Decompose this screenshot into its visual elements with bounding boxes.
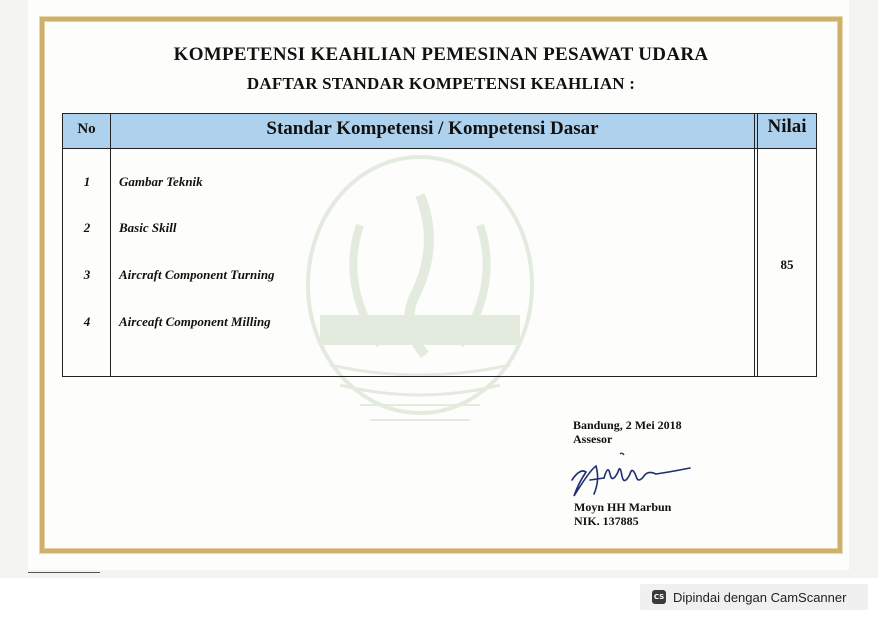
camscanner-badge [640, 584, 868, 610]
header-score: Nilai [767, 116, 807, 137]
competency-name: Airceaft Component Milling [119, 314, 271, 329]
place-date: Bandung, 2 Mei 2018 [573, 418, 682, 432]
document-title: KOMPETENSI KEAHLIAN PEMESINAN PESAWAT UDARA [173, 44, 709, 65]
competency-name: Aircraft Component Turning [119, 267, 275, 282]
table-row [63, 267, 754, 287]
table-header [63, 114, 816, 149]
competency-name: Basic Skill [119, 220, 177, 235]
table-row [63, 314, 754, 334]
column-divider [754, 114, 755, 376]
camscanner-text: Dipindai dengan CamScanner [673, 589, 847, 605]
column-divider [110, 114, 111, 376]
signer-name: Moyn HH Marbun [574, 500, 672, 514]
header-no: No [77, 121, 96, 137]
column-divider [757, 114, 758, 376]
row-number: 2 [83, 220, 91, 235]
competency-table [62, 113, 817, 377]
handwritten-signature [560, 450, 700, 505]
signer-details [574, 500, 671, 528]
signature-block [573, 418, 682, 446]
document-subtitle: DAFTAR STANDAR KOMPETENSI KEAHLIAN : [246, 74, 636, 93]
row-number: 4 [83, 314, 91, 329]
row-number: 3 [83, 267, 91, 282]
competency-name: Gambar Teknik [119, 174, 203, 189]
scan-edge-line [28, 572, 100, 573]
header-standard: Standar Kompetensi / Kompetensi Dasar [266, 118, 599, 139]
score-value: 85 [780, 257, 794, 272]
table-row [63, 174, 754, 194]
row-number: 1 [83, 174, 91, 189]
table-row [63, 220, 754, 240]
signer-role: Assesor [573, 432, 613, 446]
camscanner-logo-icon: CS [652, 590, 666, 604]
signer-nik: NIK. 137885 [574, 514, 639, 528]
